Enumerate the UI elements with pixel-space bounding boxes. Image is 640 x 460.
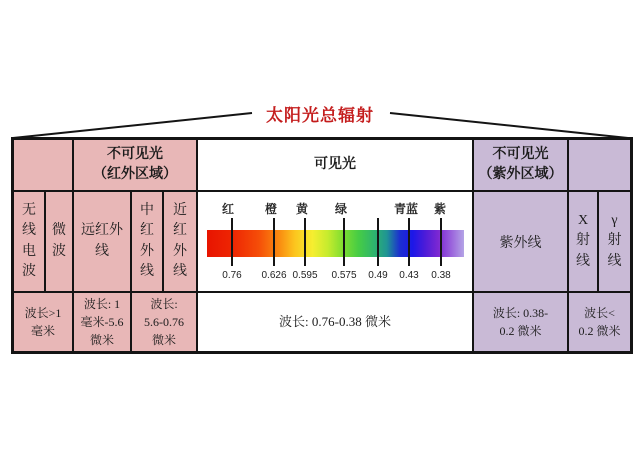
color-label-green: 绿 (334, 202, 348, 216)
band-far-infrared (73, 191, 131, 292)
wavelength-farir-line1: 波长: 1 (83, 297, 121, 311)
diagram-title: 太阳光总辐射 (266, 106, 374, 125)
band-ultraviolet (473, 191, 568, 292)
band-microwave (45, 191, 73, 292)
spectrum-tick-2 (273, 218, 275, 266)
visible-spectrum-panel (197, 191, 473, 292)
header-ultraviolet-region (473, 139, 568, 191)
wavelength-radio-line2: 毫米 (30, 324, 55, 338)
wavelength-farir-line2: 毫米-5.6 (80, 315, 124, 329)
wavelength-far-infrared (73, 292, 131, 352)
color-label-orange: 橙 (264, 202, 278, 216)
header-blank-left (13, 139, 73, 191)
band-radio-wave (13, 191, 45, 292)
band-gamma-ray-label: γ射线 (607, 213, 622, 269)
wavelength-farir-line3: 微米 (89, 333, 114, 347)
wavelength-midir-line3: 微米 (151, 333, 176, 347)
band-xray (568, 191, 598, 292)
wavelength-radio-microwave (13, 292, 73, 352)
wavelength-visible-line1: 波长: 0.76-0.38 微米 (279, 314, 391, 330)
wavelength-mid-near-infrared (131, 292, 197, 352)
spectrum-bar (207, 230, 464, 257)
band-mid-infrared-label: 中红外线 (140, 202, 154, 279)
tick-value-038: 0.38 (431, 270, 451, 281)
band-microwave-label: 微波 (52, 223, 66, 259)
spectrum-tick-4 (343, 218, 345, 266)
band-gamma-ray (598, 191, 631, 292)
wavelength-ultraviolet (473, 292, 568, 352)
header-blank-right (568, 139, 631, 191)
header-ultraviolet-line1: 不可见光 (492, 146, 549, 162)
wavelength-radio-line1: 波长>1 (24, 306, 62, 320)
tick-value-043: 0.43 (399, 270, 419, 281)
header-infrared-line1: 不可见光 (107, 146, 163, 162)
header-visible-light (197, 139, 473, 191)
wavelength-visible (197, 292, 473, 352)
color-label-violet: 紫 (433, 202, 447, 216)
band-ultraviolet-label: 紫外线 (499, 235, 542, 251)
tick-value-049: 0.49 (368, 270, 388, 281)
header-visible-label: 可见光 (314, 156, 356, 172)
wavelength-uv-line1: 波长: 0.38- (492, 306, 549, 320)
wavelength-xg-line1: 波长< (584, 306, 615, 320)
band-near-infrared (163, 191, 197, 292)
band-far-infrared-label: 远红外线 (80, 223, 123, 259)
header-ultraviolet-line2: （紫外区域） (478, 167, 563, 182)
tick-value-076: 0.76 (222, 270, 242, 281)
band-radio-wave-label: 无线电波 (22, 202, 36, 279)
tick-value-0575: 0.575 (331, 270, 357, 281)
tick-value-0626: 0.626 (261, 270, 287, 281)
wavelength-midir-line1: 波长: (150, 297, 178, 311)
header-infrared-region (73, 139, 197, 191)
color-label-cyan-blue: 青蓝 (393, 202, 419, 216)
tick-value-0595: 0.595 (292, 270, 318, 281)
band-near-infrared-label: 近红外线 (173, 202, 187, 279)
color-label-red: 红 (221, 202, 235, 216)
band-mid-infrared (131, 191, 163, 292)
band-xray-label: X射线 (576, 213, 590, 269)
wavelength-xray-gamma (568, 292, 631, 352)
spectrum-tick-6 (408, 218, 410, 266)
color-label-yellow: 黄 (295, 202, 309, 216)
spectrum-tick-1 (231, 218, 233, 266)
header-infrared-line2: （红外区域） (93, 167, 177, 182)
wavelength-xg-line2: 0.2 微米 (578, 324, 621, 338)
spectrum-tick-7 (440, 218, 442, 266)
wavelength-uv-line2: 0.2 微米 (499, 324, 542, 338)
spectrum-tick-5 (377, 218, 379, 266)
wavelength-midir-line2: 5.6-0.76 (144, 315, 184, 329)
spectrum-tick-3 (304, 218, 306, 266)
spectrum-table (11, 137, 633, 354)
